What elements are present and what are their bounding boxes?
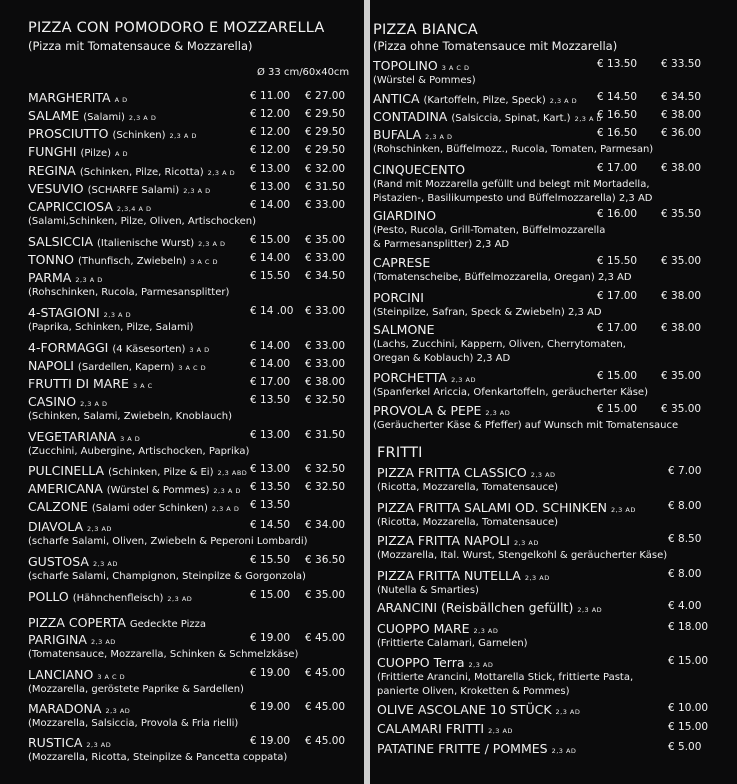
item-heading [28, 234, 226, 249]
item-detail: (Schinken) [112, 130, 166, 141]
item-heading [28, 519, 112, 534]
item-price-large: € 27.00 [305, 90, 346, 102]
item-detail: (4 Käsesorten) [112, 344, 186, 355]
allergen-codes: 2,3 AD [551, 747, 577, 755]
allergen-codes: 2,3,4 A D [116, 205, 152, 213]
item-price-small: € 19.00 [250, 701, 291, 713]
item-price-large: € 32.50 [305, 481, 346, 493]
allergen-codes: 2,3 A D [207, 169, 236, 177]
item-name: PARIGINA [28, 632, 87, 647]
item-price-small: € 17.00 [597, 322, 638, 334]
item-price-large: € 33.00 [305, 358, 346, 370]
item-heading [28, 394, 108, 409]
item-price-small: € 17.00 [597, 162, 638, 174]
item-price-small: € 14.50 [597, 91, 638, 103]
item-price-large: € 38.00 [661, 109, 702, 121]
allergen-codes: 2,3 AD [87, 525, 112, 533]
allergen-codes: 3 A C D [441, 64, 470, 72]
item-heading [377, 655, 493, 670]
item-price: € 18.00 [668, 621, 709, 633]
item-description: (Frittierte Arancini, Mottarella Stick, frittierte Pasta, [377, 672, 634, 683]
item-heading [377, 721, 513, 736]
item-heading [28, 667, 125, 682]
item-price-small: € 13.00 [250, 181, 291, 193]
item-description: (Lachs, Zucchini, Kappern, Oliven, Cherrytomaten, [373, 339, 626, 350]
item-name: GUSTOSA [28, 554, 89, 569]
item-name: PORCHETTA [373, 370, 448, 385]
allergen-codes: 2,3 AD [488, 727, 513, 735]
item-price-large: € 36.50 [305, 554, 346, 566]
item-price-large: € 32.00 [305, 163, 346, 175]
item-description: & Parmesansplitter) 2,3 AD [373, 239, 510, 250]
item-name: PORCINI [373, 290, 424, 305]
item-name: POLLO [28, 589, 69, 604]
allergen-codes: A D [115, 150, 129, 158]
item-description: (Mozzarella, Ricotta, Steinpilze & Pancetta coppata) [28, 752, 288, 763]
allergen-codes: 2,3 A D [549, 97, 578, 105]
item-description: (scharfe Salami, Champignon, Steinpilze & Gorgonzola) [28, 571, 306, 582]
item-price-large: € 45.00 [305, 735, 346, 747]
item-detail: (Thunfisch, Zwiebeln) [78, 256, 187, 267]
item-price-large: € 45.00 [305, 667, 346, 679]
item-description: (Salami,Schinken, Pilze, Oliven, Artischocken) [28, 216, 257, 227]
item-name: ANTICA [373, 91, 420, 106]
item-name: OLIVE ASCOLANE 10 STÜCK [377, 702, 552, 717]
item-heading [377, 702, 580, 717]
item-description: (Schinken, Salami, Zwiebeln, Knoblauch) [28, 411, 233, 422]
item-price-large: € 33.00 [305, 340, 346, 352]
item-name: AMERICANA [28, 481, 103, 496]
item-description: (Steinpilze, Safran, Speck & Zwiebeln) 2,3 AD [373, 307, 602, 318]
item-price-large: € 38.00 [661, 290, 702, 302]
item-price-small: € 15.00 [597, 403, 638, 415]
item-price-small: € 12.00 [250, 108, 291, 120]
item-heading [28, 305, 131, 320]
item-price-small: € 19.00 [250, 735, 291, 747]
item-description: (Rohschinken, Büffelmozz., Rucola, Tomaten, Parmesan) [373, 144, 654, 155]
item-price-small: € 13.50 [250, 394, 291, 406]
allergen-codes: 2,3 AD [473, 627, 499, 635]
item-name: LANCIANO [28, 667, 94, 682]
item-price: € 5.00 [668, 741, 702, 753]
item-description: (Tomatensauce, Mozzarella, Schinken & Schmelzkäse) [28, 649, 299, 660]
item-name: CUOPPO Terra [377, 655, 465, 670]
allergen-codes: 3 A D [189, 346, 210, 354]
allergen-codes: 2,3 AD [451, 376, 476, 384]
item-price: € 15.00 [668, 721, 709, 733]
item-price-small: € 14.00 [250, 252, 291, 264]
item-heading [373, 208, 436, 223]
allergen-codes: 2,3 AD [90, 638, 116, 646]
item-price-small: € 12.00 [250, 144, 291, 156]
allergen-codes: 3 A C D [190, 258, 219, 266]
item-detail: (Salsiccia, Spinat, Kart.) [451, 113, 571, 124]
item-heading [28, 108, 156, 123]
item-heading [28, 126, 197, 141]
item-description: (Paprika, Schinken, Pilze, Salami) [28, 322, 194, 333]
bianca-section-subtitle: (Pizza ohne Tomatensauce mit Mozzarella) [373, 39, 618, 53]
item-heading [377, 568, 550, 583]
item-name: SALAME [28, 108, 80, 123]
allergen-codes: 2,3 AD [92, 560, 118, 568]
item-price-small: € 14 .00 [250, 305, 294, 317]
pizza-section-title: PIZZA CON POMODORO E MOZZARELLA [28, 20, 325, 36]
item-price-small: € 17.00 [597, 290, 638, 302]
item-name: CUOPPO MARE [377, 621, 470, 636]
item-heading [373, 162, 465, 177]
size-header: Ø 33 cm/60x40cm [257, 67, 350, 78]
item-price-small: € 13.00 [250, 163, 291, 175]
item-detail: (Hähnchenfleisch) [72, 593, 164, 604]
item-price-small: € 15.50 [250, 270, 291, 282]
item-price-small: € 15.00 [250, 234, 291, 246]
item-heading [28, 481, 241, 496]
item-name: ARANCINI (Reisbällchen gefüllt) [377, 600, 574, 615]
item-price-small: € 13.50 [250, 499, 291, 511]
item-name: PARMA [28, 270, 72, 285]
item-name: PULCINELLA [28, 463, 105, 478]
item-price: € 7.00 [668, 465, 702, 477]
item-description: (Mozzarella, Salsiccia, Provola & Fria rielli) [28, 718, 239, 729]
item-heading [28, 615, 206, 630]
item-name: PIZZA FRITTA CLASSICO [377, 465, 527, 480]
item-name: PROVOLA & PEPE [373, 403, 482, 418]
item-price-small: € 15.00 [597, 370, 638, 382]
item-price-large: € 38.00 [661, 322, 702, 334]
item-name: VESUVIO [28, 181, 84, 196]
item-price-large: € 45.00 [305, 701, 346, 713]
item-description: (Rohschinken, Rucola, Parmesansplitter) [28, 287, 230, 298]
item-description: Oregan & Koblauch) 2,3 AD [373, 353, 511, 364]
allergen-codes: 2,3 A D [103, 311, 132, 319]
item-detail: (Sardellen, Kapern) [77, 362, 175, 373]
item-heading [377, 533, 539, 548]
item-price: € 15.00 [668, 655, 709, 667]
allergen-codes: 2,3 AD [485, 409, 511, 417]
item-price-large: € 35.00 [661, 403, 702, 415]
allergen-codes: 2,3 A D [128, 114, 157, 122]
allergen-codes: 2,3 ABD [217, 469, 248, 477]
item-detail: (Würstel & Pommes) [106, 485, 210, 496]
item-price-large: € 35.50 [661, 208, 702, 220]
item-heading [28, 340, 210, 355]
item-name: SALMONE [373, 322, 435, 337]
item-description: (Ricotta, Mozzarella, Tomatensauce) [377, 517, 559, 528]
item-price-large: € 29.50 [305, 108, 346, 120]
item-price-small: € 17.00 [250, 376, 291, 388]
item-name: 4-STAGIONI [28, 305, 100, 320]
item-heading [377, 621, 498, 636]
allergen-codes: 2,3 AD [468, 661, 494, 669]
allergen-codes: 2,3 AD [555, 708, 581, 716]
item-heading [28, 463, 247, 478]
item-heading [373, 127, 453, 142]
item-price-small: € 12.00 [250, 126, 291, 138]
item-price-small: € 19.00 [250, 667, 291, 679]
allergen-codes: 2,3 AD [577, 606, 603, 614]
item-price-large: € 35.00 [661, 370, 702, 382]
item-heading [28, 252, 218, 267]
item-name: PROSCIUTTO [28, 126, 109, 141]
item-heading [377, 600, 602, 615]
item-heading [377, 500, 636, 515]
item-description: Pistazien-, Basilikumpesto und Büffelmozzarella) 2,3 AD [373, 193, 653, 204]
allergen-codes: 2,3 AD [167, 595, 193, 603]
item-heading [28, 499, 239, 514]
item-name: PIZZA FRITTA NUTELLA [377, 568, 521, 583]
item-price-small: € 16.50 [597, 127, 638, 139]
item-price-small: € 11.00 [250, 90, 291, 102]
item-detail: (SCHARFE Salami) [87, 185, 180, 196]
allergen-codes: 2,3 A D [213, 487, 241, 495]
allergen-codes: 3 A C D [97, 673, 126, 681]
item-description: panierte Oliven, Kroketten & Pommes) [377, 686, 570, 697]
item-price-small: € 14.00 [250, 358, 291, 370]
item-detail: (Kartoffeln, Pilze, Speck) [423, 95, 546, 106]
item-description: (scharfe Salami, Oliven, Zwiebeln & Peperoni Lombardi) [28, 536, 308, 547]
allergen-codes: 2,3 A D [183, 187, 211, 195]
item-detail: Gedeckte Pizza [129, 619, 207, 630]
item-detail: (Pilze) [80, 148, 112, 159]
allergen-codes: 2,3 A D [169, 132, 197, 140]
item-name: REGINA [28, 163, 76, 178]
allergen-codes: 2,3 A D [75, 276, 103, 284]
item-price-small: € 19.00 [250, 632, 291, 644]
item-name: VEGETARIANA [28, 429, 117, 444]
item-price: € 4.00 [668, 600, 702, 612]
item-name: CONTADINA [373, 109, 448, 124]
item-name: DIAVOLA [28, 519, 84, 534]
item-description: (Nutella & Smarties) [377, 585, 479, 596]
item-name: NAPOLI [28, 358, 74, 373]
item-price-large: € 29.50 [305, 144, 346, 156]
column-divider [364, 0, 370, 784]
item-price-small: € 13.00 [250, 429, 291, 441]
allergen-codes: 3 A C [132, 382, 153, 390]
item-price-large: € 34.50 [305, 270, 346, 282]
item-description: (Mozzarella, geröstete Paprike & Sardellen) [28, 684, 244, 695]
item-heading [28, 270, 103, 285]
item-price-small: € 13.50 [250, 481, 291, 493]
item-price-large: € 35.00 [661, 255, 702, 267]
item-price: € 8.50 [668, 533, 702, 545]
item-price-large: € 29.50 [305, 126, 346, 138]
item-name: CAPRICCIOSA [28, 199, 113, 214]
item-description: (Tomatenscheibe, Büffelmozzarella, Oregan) 2,3 AD [373, 272, 632, 283]
item-price-large: € 31.50 [305, 429, 346, 441]
item-heading [377, 741, 576, 756]
item-heading [28, 589, 192, 604]
item-name: PIZZA FRITTA NAPOLI [377, 533, 510, 548]
item-heading [373, 322, 435, 337]
item-description: (Würstel & Pommes) [373, 75, 476, 86]
allergen-codes: 2,3 AD [610, 506, 636, 514]
item-heading [28, 376, 153, 391]
item-price-large: € 32.50 [305, 394, 346, 406]
allergen-codes: 2,3 AD [513, 539, 539, 547]
allergen-codes: 2,3 A D [574, 115, 603, 123]
item-name: PIZZA COPERTA [28, 615, 126, 630]
allergen-codes: 2,3 A D [211, 505, 240, 513]
item-name: RUSTICA [28, 735, 83, 750]
item-price-small: € 14.00 [250, 340, 291, 352]
allergen-codes: 2,3 AD [105, 707, 131, 715]
allergen-codes: 2,3 A D [425, 133, 453, 141]
item-name: SALSICCIA [28, 234, 93, 249]
item-price-large: € 32.50 [305, 463, 346, 475]
item-detail: (Italienische Wurst) [96, 238, 195, 249]
item-detail: (Salami oder Schinken) [91, 503, 208, 514]
item-price-large: € 34.00 [305, 519, 346, 531]
allergen-codes: 2,3 AD [530, 471, 556, 479]
item-name: MARADONA [28, 701, 102, 716]
item-price-large: € 33.50 [661, 58, 702, 70]
item-price-small: € 16.50 [597, 109, 638, 121]
item-price: € 8.00 [668, 500, 702, 512]
pizza-section-subtitle: (Pizza mit Tomatensauce & Mozzarella) [28, 39, 253, 53]
item-heading [28, 90, 128, 105]
item-heading [28, 358, 206, 373]
item-description: (Frittierte Calamari, Garnelen) [377, 638, 528, 649]
item-name: CALAMARI FRITTI [377, 721, 485, 736]
item-heading [28, 144, 128, 159]
item-heading [28, 163, 235, 178]
item-price-small: € 14.00 [250, 199, 291, 211]
item-heading [28, 181, 211, 196]
item-price: € 10.00 [668, 702, 709, 714]
item-price-large: € 31.50 [305, 181, 346, 193]
item-heading [373, 403, 510, 418]
item-price-large: € 34.50 [661, 91, 702, 103]
item-price-large: € 33.00 [305, 252, 346, 264]
item-heading [373, 109, 602, 124]
item-detail: (Salami) [83, 112, 125, 123]
allergen-codes: 2,3 AD [86, 741, 112, 749]
item-price-large: € 35.00 [305, 234, 346, 246]
item-name: FUNGHI [28, 144, 77, 159]
item-heading [28, 632, 116, 647]
item-price: € 8.00 [668, 568, 702, 580]
item-price-large: € 33.00 [305, 199, 346, 211]
allergen-codes: 2,3 A D [80, 400, 108, 408]
item-detail: (Schinken, Pilze & Ei) [108, 467, 214, 478]
allergen-codes: 2,3 AD [524, 574, 550, 582]
item-description: (Mozzarella, Ital. Wurst, Stengelkohl & geräucherter Käse) [377, 550, 668, 561]
allergen-codes: 3 A D [120, 435, 141, 443]
item-name: CASINO [28, 394, 77, 409]
item-heading [28, 429, 140, 444]
item-heading [28, 701, 130, 716]
item-heading [28, 199, 152, 214]
item-price-small: € 15.00 [250, 589, 291, 601]
item-heading [28, 735, 111, 750]
item-name: CAPRESE [373, 255, 431, 270]
item-description: (Ricotta, Mozzarella, Tomatensauce) [377, 482, 559, 493]
item-name: MARGHERITA [28, 90, 111, 105]
item-price-small: € 16.00 [597, 208, 638, 220]
item-price-large: € 38.00 [661, 162, 702, 174]
item-price-small: € 14.50 [250, 519, 291, 531]
item-name: 4-FORMAGGI [28, 340, 109, 355]
item-heading [373, 58, 470, 73]
item-heading [377, 465, 556, 480]
allergen-codes: 3 A C D [178, 364, 207, 372]
item-detail: (Schinken, Pilze, Ricotta) [79, 167, 204, 178]
item-name: BUFALA [373, 127, 422, 142]
fritti-section-title: FRITTI [377, 445, 423, 461]
item-description: (Pesto, Rucola, Grill-Tomaten, Büffelmozzarella [373, 225, 606, 236]
item-heading [373, 370, 476, 385]
item-description: (Spanferkel Ariccia, Ofenkartoffeln, geräucherter Käse) [373, 387, 648, 398]
allergen-codes: 2,3 A D [198, 240, 226, 248]
item-heading [373, 255, 430, 270]
item-heading [28, 554, 118, 569]
item-description: (Zucchini, Aubergine, Artischocken, Paprika) [28, 446, 250, 457]
allergen-codes: A D [114, 96, 128, 104]
item-price-small: € 15.50 [597, 255, 638, 267]
item-name: TOPOLINO [373, 58, 438, 73]
item-price-large: € 35.00 [305, 589, 346, 601]
item-price-small: € 13.50 [597, 58, 638, 70]
pizza-column [0, 0, 364, 784]
item-heading [373, 290, 424, 305]
item-name: TONNO [28, 252, 75, 267]
item-name: CALZONE [28, 499, 88, 514]
item-name: PIZZA FRITTA SALAMI OD. SCHINKEN [377, 500, 607, 515]
item-price-small: € 15.50 [250, 554, 291, 566]
item-price-large: € 38.00 [305, 376, 346, 388]
bianca-fritti-column [371, 0, 737, 784]
item-price-large: € 36.00 [661, 127, 702, 139]
item-price-small: € 13.00 [250, 463, 291, 475]
item-name: GIARDINO [373, 208, 437, 223]
item-description: (Geräucherter Käse & Pfeffer) auf Wunsch mit Tomatensauce [373, 420, 679, 431]
item-name: PATATINE FRITTE / POMMES [377, 741, 548, 756]
item-price-large: € 45.00 [305, 632, 346, 644]
item-name: CINQUECENTO [373, 162, 466, 177]
item-description: (Rand mit Mozzarella gefüllt und belegt mit Mortadella, [373, 179, 650, 190]
item-name: FRUTTI DI MARE [28, 376, 129, 391]
item-price-large: € 33.00 [305, 305, 346, 317]
bianca-section-title: PIZZA BIANCA [373, 22, 478, 38]
item-heading [373, 91, 577, 106]
